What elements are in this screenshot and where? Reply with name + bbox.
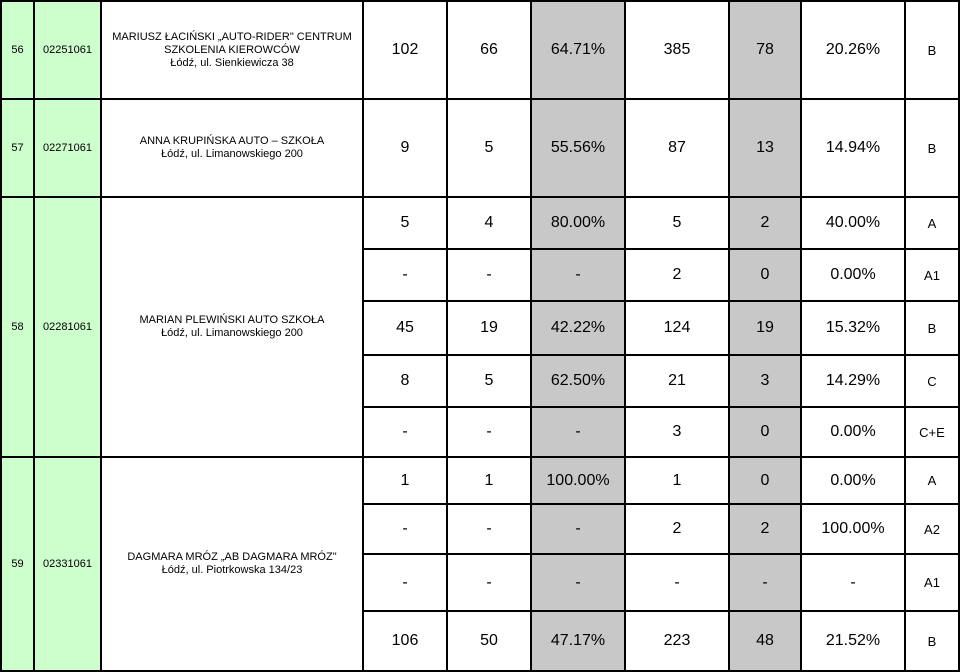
school-address: Łódź, ul. Piotrkowska 134/23 [161, 564, 303, 576]
practical-passed: 0 [729, 457, 801, 504]
table-row [1, 99, 959, 197]
passed-theory-attempts: - [363, 504, 447, 554]
school-number: 58 [1, 197, 34, 457]
school-number: 59 [1, 457, 34, 671]
theory-pass-rate: 62.50% [531, 355, 625, 407]
school-name: DAGMARA MRÓZ „AB DAGMARA MRÓZ" [127, 551, 337, 563]
practical-passed: 0 [729, 407, 801, 457]
license-category: A1 [905, 249, 959, 301]
license-category: C [905, 355, 959, 407]
school-name-cell [101, 99, 363, 197]
practical-attempts: 2 [625, 504, 729, 554]
passed-theory-count: 50 [447, 611, 531, 671]
license-category: B [905, 1, 959, 99]
practical-passed: 2 [729, 197, 801, 249]
practical-pass-rate: 14.29% [801, 355, 905, 407]
school-code: 02271061 [34, 99, 101, 197]
passed-theory-count: - [447, 249, 531, 301]
school-code: 02331061 [34, 457, 101, 671]
practical-attempts: 21 [625, 355, 729, 407]
theory-pass-rate: 80.00% [531, 197, 625, 249]
table-body [1, 1, 959, 671]
passed-theory-attempts: 8 [363, 355, 447, 407]
practical-attempts: 2 [625, 249, 729, 301]
school-name: ANNA KRUPIŃSKA AUTO – SZKOŁA [139, 135, 325, 147]
practical-pass-rate: - [801, 554, 905, 611]
school-address: Łódź, ul. Limanowskiego 200 [161, 327, 303, 339]
table-row [1, 197, 959, 249]
practical-pass-rate: 20.26% [801, 1, 905, 99]
practical-attempts: 124 [625, 301, 729, 355]
practical-passed: 2 [729, 504, 801, 554]
practical-passed: 13 [729, 99, 801, 197]
theory-pass-rate: 64.71% [531, 1, 625, 99]
license-category: A [905, 457, 959, 504]
passed-theory-attempts: - [363, 249, 447, 301]
passed-theory-count: 66 [447, 1, 531, 99]
school-address: Łódź, ul. Limanowskiego 200 [161, 148, 303, 160]
passed-theory-count: 5 [447, 99, 531, 197]
practical-pass-rate: 0.00% [801, 407, 905, 457]
theory-pass-rate: - [531, 504, 625, 554]
practical-passed: 19 [729, 301, 801, 355]
passed-theory-count: - [447, 407, 531, 457]
practical-attempts: 223 [625, 611, 729, 671]
theory-pass-rate: 100.00% [531, 457, 625, 504]
practical-pass-rate: 40.00% [801, 197, 905, 249]
practical-passed: 78 [729, 1, 801, 99]
passed-theory-attempts: 9 [363, 99, 447, 197]
practical-passed: 3 [729, 355, 801, 407]
passed-theory-count: 19 [447, 301, 531, 355]
passed-theory-count: - [447, 504, 531, 554]
passed-theory-count: 4 [447, 197, 531, 249]
theory-pass-rate: 55.56% [531, 99, 625, 197]
practical-attempts: 385 [625, 1, 729, 99]
practical-pass-rate: 0.00% [801, 249, 905, 301]
passed-theory-attempts: 45 [363, 301, 447, 355]
theory-pass-rate: 42.22% [531, 301, 625, 355]
license-category: B [905, 301, 959, 355]
table-row [1, 1, 959, 99]
school-name: MARIUSZ ŁACIŃSKI „AUTO-RIDER" CENTRUM SZKOLENIA KIEROWCÓW [112, 30, 352, 56]
practical-attempts: 1 [625, 457, 729, 504]
theory-pass-rate: - [531, 554, 625, 611]
passed-theory-count: 1 [447, 457, 531, 504]
passed-theory-count: - [447, 554, 531, 611]
theory-pass-rate: - [531, 407, 625, 457]
passed-theory-attempts: 1 [363, 457, 447, 504]
license-category: A1 [905, 554, 959, 611]
theory-pass-rate: 47.17% [531, 611, 625, 671]
practical-pass-rate: 100.00% [801, 504, 905, 554]
theory-pass-rate: - [531, 249, 625, 301]
practical-passed: 48 [729, 611, 801, 671]
school-code: 02251061 [34, 1, 101, 99]
school-name-cell [101, 1, 363, 99]
passed-theory-attempts: 106 [363, 611, 447, 671]
practical-attempts: 3 [625, 407, 729, 457]
practical-attempts: 87 [625, 99, 729, 197]
passed-theory-count: 5 [447, 355, 531, 407]
license-category: B [905, 99, 959, 197]
practical-pass-rate: 0.00% [801, 457, 905, 504]
practical-pass-rate: 15.32% [801, 301, 905, 355]
practical-passed: - [729, 554, 801, 611]
practical-attempts: - [625, 554, 729, 611]
practical-pass-rate: 14.94% [801, 99, 905, 197]
table-row [1, 457, 959, 504]
school-address: Łódź, ul. Sienkiewicza 38 [170, 56, 294, 69]
passed-theory-attempts: 5 [363, 197, 447, 249]
practical-passed: 0 [729, 249, 801, 301]
school-name: MARIAN PLEWIŃSKI AUTO SZKOŁA [139, 314, 325, 326]
school-code: 02281061 [34, 197, 101, 457]
passed-theory-attempts: 102 [363, 1, 447, 99]
school-name-cell [101, 457, 363, 671]
license-category: A [905, 197, 959, 249]
practical-attempts: 5 [625, 197, 729, 249]
license-category: B [905, 611, 959, 671]
passed-theory-attempts: - [363, 554, 447, 611]
passed-theory-attempts: - [363, 407, 447, 457]
practical-pass-rate: 21.52% [801, 611, 905, 671]
license-category: C+E [905, 407, 959, 457]
license-category: A2 [905, 504, 959, 554]
school-number: 56 [1, 1, 34, 99]
school-name-cell [101, 197, 363, 457]
school-number: 57 [1, 99, 34, 197]
